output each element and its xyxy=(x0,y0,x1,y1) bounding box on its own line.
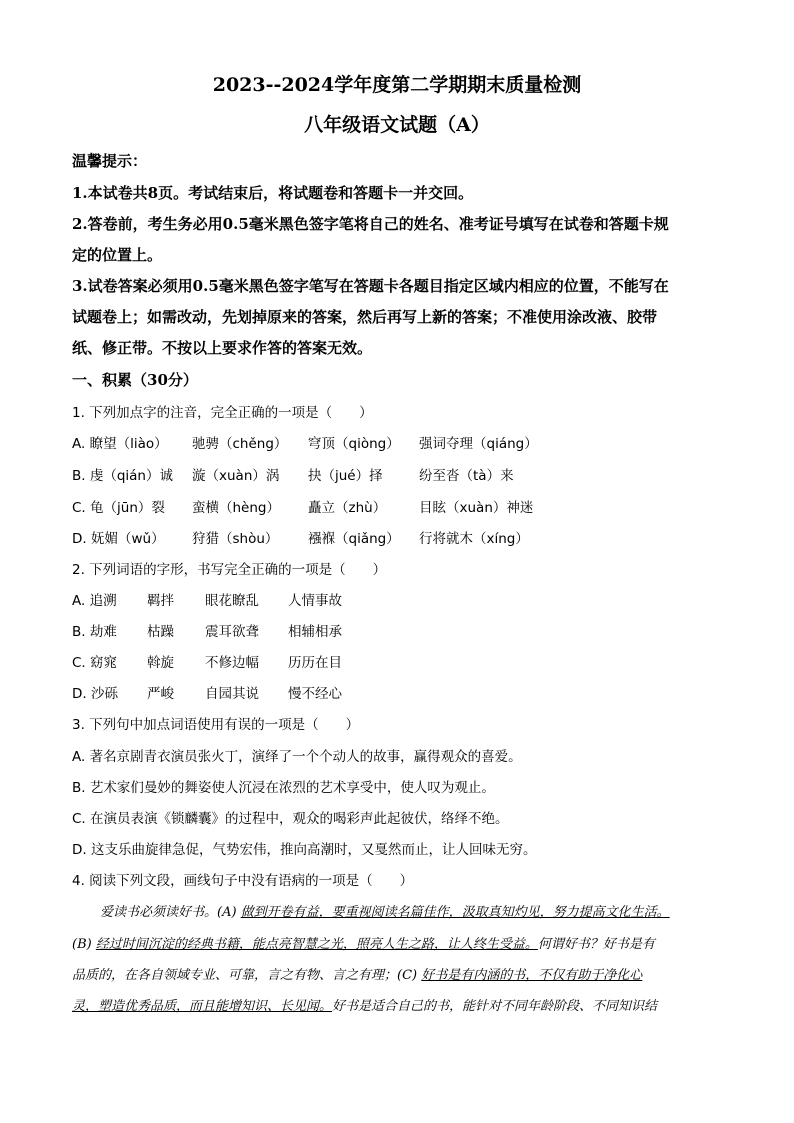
q2-d-3: 自园其说 xyxy=(205,686,259,702)
q1-b-2: 漩（xuàn）涡 xyxy=(192,468,280,484)
q3-option-d: D. 这支乐曲旋律急促，气势宏伟，推向高潮时，又戛然而止，让人回味无穷。 xyxy=(72,842,537,858)
q1-a-1: A. 瞭望（liào） xyxy=(72,436,168,452)
q1-d-4: 行将就木（xíng） xyxy=(419,531,529,547)
question-1-stem: 1. 下列加点字的注音，完全正确的一项是（ ） xyxy=(72,405,373,421)
passage-text: 何谓好书？好书是有 xyxy=(537,937,655,952)
tips-line-2: 2.答卷前，考生务必用0.5毫米黑色签字笔将自己的姓名、准考证号填写在试卷和答题卡规 xyxy=(72,215,669,233)
q2-b-2: 枯躁 xyxy=(147,624,174,640)
q2-c-2: 斡旋 xyxy=(147,655,174,671)
tips-line-3: 定的位置上。 xyxy=(72,246,163,264)
q3-option-b: B. 艺术家们曼妙的舞姿使人沉浸在浓烈的艺术享受中，使人叹为观止。 xyxy=(72,780,495,796)
q3-option-a: A. 著名京剧青衣演员张火丁，演绎了一个个动人的故事，赢得观众的喜爱。 xyxy=(72,749,522,765)
passage-line-2 xyxy=(72,933,655,952)
tips-heading: 温馨提示： xyxy=(72,152,148,170)
q1-c-2: 蛮横（hèng） xyxy=(192,500,280,516)
q1-d-2: 狩猎（shòu） xyxy=(192,531,279,547)
question-2-stem: 2. 下列词语的字形，书写完全正确的一项是（ ） xyxy=(72,562,387,578)
q2-c-1: C. 窈窕 xyxy=(72,655,118,671)
exam-title: 2023--2024学年度第二学期期末质量检测 xyxy=(212,74,582,96)
q1-d-3: 襁褓（qiǎng） xyxy=(308,531,400,547)
passage-text: 好书是适合自己的书，能针对不同年龄阶段、不同知识结 xyxy=(332,999,658,1014)
q1-b-3: 抉（jué）择 xyxy=(308,468,383,484)
q1-a-3: 穹顶（qiòng） xyxy=(308,436,400,452)
section-heading: 一、积累（30分） xyxy=(72,371,198,389)
q2-a-2: 羁拌 xyxy=(147,593,174,609)
q2-b-4: 相辅相承 xyxy=(288,624,342,640)
q2-b-1: B. 劫难 xyxy=(72,624,117,640)
passage-line-4 xyxy=(72,995,657,1014)
underlined-sentence-c: 好书是有内涵的书，不仅有助于净化心 xyxy=(421,968,643,983)
underlined-sentence-b: 经过时间沉淀的经典书籍，能点亮智慧之光，照亮人生之路，让人终生受益。 xyxy=(95,937,538,952)
tips-line-1: 1.本试卷共8页。考试结束后，将试题卷和答题卡一并交回。 xyxy=(72,184,474,202)
question-4-stem: 4. 阅读下列文段，画线句子中没有语病的一项是（ ） xyxy=(72,873,414,889)
tips-line-5: 试题卷上；如需改动，先划掉原来的答案，然后再写上新的答案；不准使用涂改液、胶带 xyxy=(72,308,658,326)
q2-a-4: 人情事故 xyxy=(288,593,342,609)
q2-d-1: D. 沙砾 xyxy=(72,686,118,702)
q2-d-2: 严峻 xyxy=(147,686,174,702)
q1-b-1: B. 虔（qián）诚 xyxy=(72,468,173,484)
q2-a-3: 眼花瞭乱 xyxy=(205,593,259,609)
underlined-sentence-a: 做到开卷有益，要重视阅读名篇佳作，汲取真知灼见，努力提高文化生活。 xyxy=(240,905,670,920)
question-3-stem: 3. 下列句中加点词语使用有误的一项是（ ） xyxy=(72,717,360,733)
q1-c-4: 目眩（xuàn）神迷 xyxy=(419,500,534,516)
exam-subtitle: 八年级语文试题（A） xyxy=(304,114,490,136)
q1-d-1: D. 妩媚（wǔ） xyxy=(72,531,165,547)
q1-a-4: 强词夺理（qiáng） xyxy=(419,436,538,452)
underlined-sentence-c-cont: 灵，塑造优秀品质，而且能增知识、长见闻。 xyxy=(72,999,333,1014)
tips-line-6: 纸、修正带。不按以上要求作答的答案无效。 xyxy=(72,339,373,357)
q1-c-3: 矗立（zhù） xyxy=(308,500,387,516)
q2-a-1: A. 追溯 xyxy=(72,593,117,609)
tips-line-4: 3.试卷答案必须用0.5毫米黑色签字笔写在答题卡各题目指定区域内相应的位置，不能写在 xyxy=(72,277,669,295)
q1-b-4: 纷至沓（tà）来 xyxy=(419,468,514,484)
q2-d-4: 慢不经心 xyxy=(288,686,342,702)
passage-text: 品质的，在各自领域专业、可靠，言之有物、言之有理；(C) xyxy=(72,968,422,983)
q2-c-3: 不修边幅 xyxy=(205,655,259,671)
q1-c-1: C. 龟（jūn）裂 xyxy=(72,500,165,516)
q2-b-3: 震耳欲聋 xyxy=(205,624,259,640)
passage-line-1 xyxy=(100,901,670,920)
q1-a-2: 驰骋（chěng） xyxy=(192,436,288,452)
q3-option-c: C. 在演员表演《锁麟囊》的过程中，观众的喝彩声此起彼伏，络绎不绝。 xyxy=(72,811,509,827)
q2-c-4: 历历在目 xyxy=(288,655,342,671)
passage-text: (B) xyxy=(72,937,96,952)
passage-line-3 xyxy=(72,964,642,983)
passage-text: 爱读书必须读好书。(A) xyxy=(100,905,241,920)
